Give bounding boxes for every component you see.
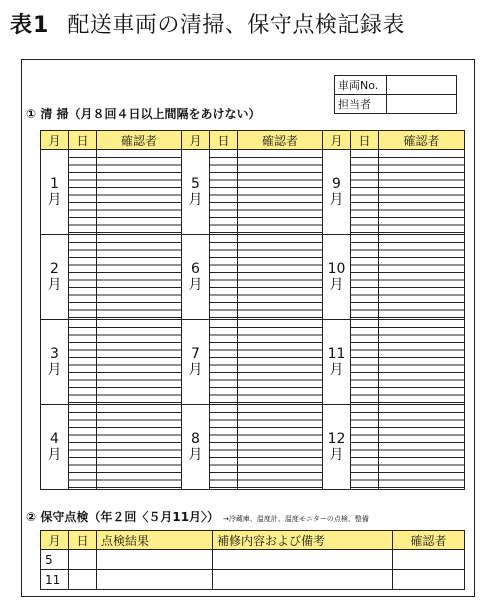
day-entry-lines[interactable] [210,235,238,320]
table-row [41,150,465,235]
month-cell: 8 月 [182,405,210,490]
month-cell: 6 月 [182,235,210,320]
checker-entry-lines[interactable] [238,235,323,320]
day-entry-lines[interactable] [69,150,97,235]
header-checker: 確認者 [379,131,465,150]
table-row [41,320,465,405]
repair-notes-field[interactable] [213,570,393,590]
day-entry-lines[interactable] [69,405,97,490]
checker-entry-lines[interactable] [238,150,323,235]
header-month: 月 [182,131,210,150]
header-checker: 確認者 [238,131,323,150]
day-entry-lines[interactable] [69,320,97,405]
checker-entry-lines[interactable] [379,405,465,490]
maintenance-section-heading [26,508,369,525]
maintenance-heading-label: ② 保守点検 [26,510,89,524]
checker-entry-lines[interactable] [379,235,465,320]
day-field[interactable] [69,550,97,570]
checker-entry-lines[interactable] [97,235,182,320]
header-day: 日 [351,131,379,150]
month-cell: 10 月 [323,235,351,320]
document-title [10,10,488,42]
month-cell: 11 [41,570,69,590]
person-in-charge-label: 担当者 [335,95,387,114]
month-cell: 11 月 [323,320,351,405]
record-form [21,59,475,597]
table-row [41,570,465,590]
month-cell: 4 月 [41,405,69,490]
day-entry-lines[interactable] [210,150,238,235]
table-row [41,235,465,320]
person-in-charge-field[interactable] [387,95,457,114]
checker-entry-lines[interactable] [97,320,182,405]
header-checker: 確認者 [97,131,182,150]
month-cell: 5 [41,550,69,570]
header-day: 日 [69,531,97,550]
maintenance-header-row [41,531,465,550]
maintenance-schedule: （年２回〈５月11月〉） [88,510,220,524]
month-cell: 2 月 [41,235,69,320]
day-entry-lines[interactable] [351,405,379,490]
cleaning-section-heading: ① 清 掃（月８回４日以上間隔をあけない） [26,107,261,121]
month-cell: 5 月 [182,150,210,235]
checker-entry-lines[interactable] [379,320,465,405]
month-cell: 7 月 [182,320,210,405]
day-entry-lines[interactable] [351,235,379,320]
table-number: 表1 [10,13,50,38]
inspection-result-field[interactable] [97,550,213,570]
table-row [41,550,465,570]
day-field[interactable] [69,570,97,590]
maintenance-note: →冷蔵庫、温度計、温度モニターの点検、整備 [223,515,369,523]
month-cell: 1 月 [41,150,69,235]
checker-field[interactable] [393,550,465,570]
cleaning-header-row [41,131,465,150]
header-day: 日 [210,131,238,150]
table-row [41,405,465,490]
vehicle-no-field[interactable] [387,76,457,95]
day-entry-lines[interactable] [351,150,379,235]
header-month: 月 [323,131,351,150]
month-cell: 12 月 [323,405,351,490]
maintenance-table [40,530,465,590]
checker-entry-lines[interactable] [97,405,182,490]
day-entry-lines[interactable] [210,320,238,405]
vehicle-no-label: 車両No. [335,76,387,95]
day-entry-lines[interactable] [351,320,379,405]
title-text: 配送車両の清掃、保守点検記録表 [67,13,405,38]
header-month: 月 [41,131,69,150]
header-inspection-result: 点検結果 [97,531,213,550]
month-cell: 9 月 [323,150,351,235]
checker-entry-lines[interactable] [238,320,323,405]
checker-entry-lines[interactable] [97,150,182,235]
header-month: 月 [41,531,69,550]
checker-entry-lines[interactable] [238,405,323,490]
month-cell: 3 月 [41,320,69,405]
vehicle-info-box [334,75,457,114]
header-checker: 確認者 [393,531,465,550]
checker-field[interactable] [393,570,465,590]
repair-notes-field[interactable] [213,550,393,570]
header-day: 日 [69,131,97,150]
day-entry-lines[interactable] [210,405,238,490]
day-entry-lines[interactable] [69,235,97,320]
inspection-result-field[interactable] [97,570,213,590]
checker-entry-lines[interactable] [379,150,465,235]
header-repair-notes: 補修内容および備考 [213,531,393,550]
cleaning-table [40,130,465,490]
